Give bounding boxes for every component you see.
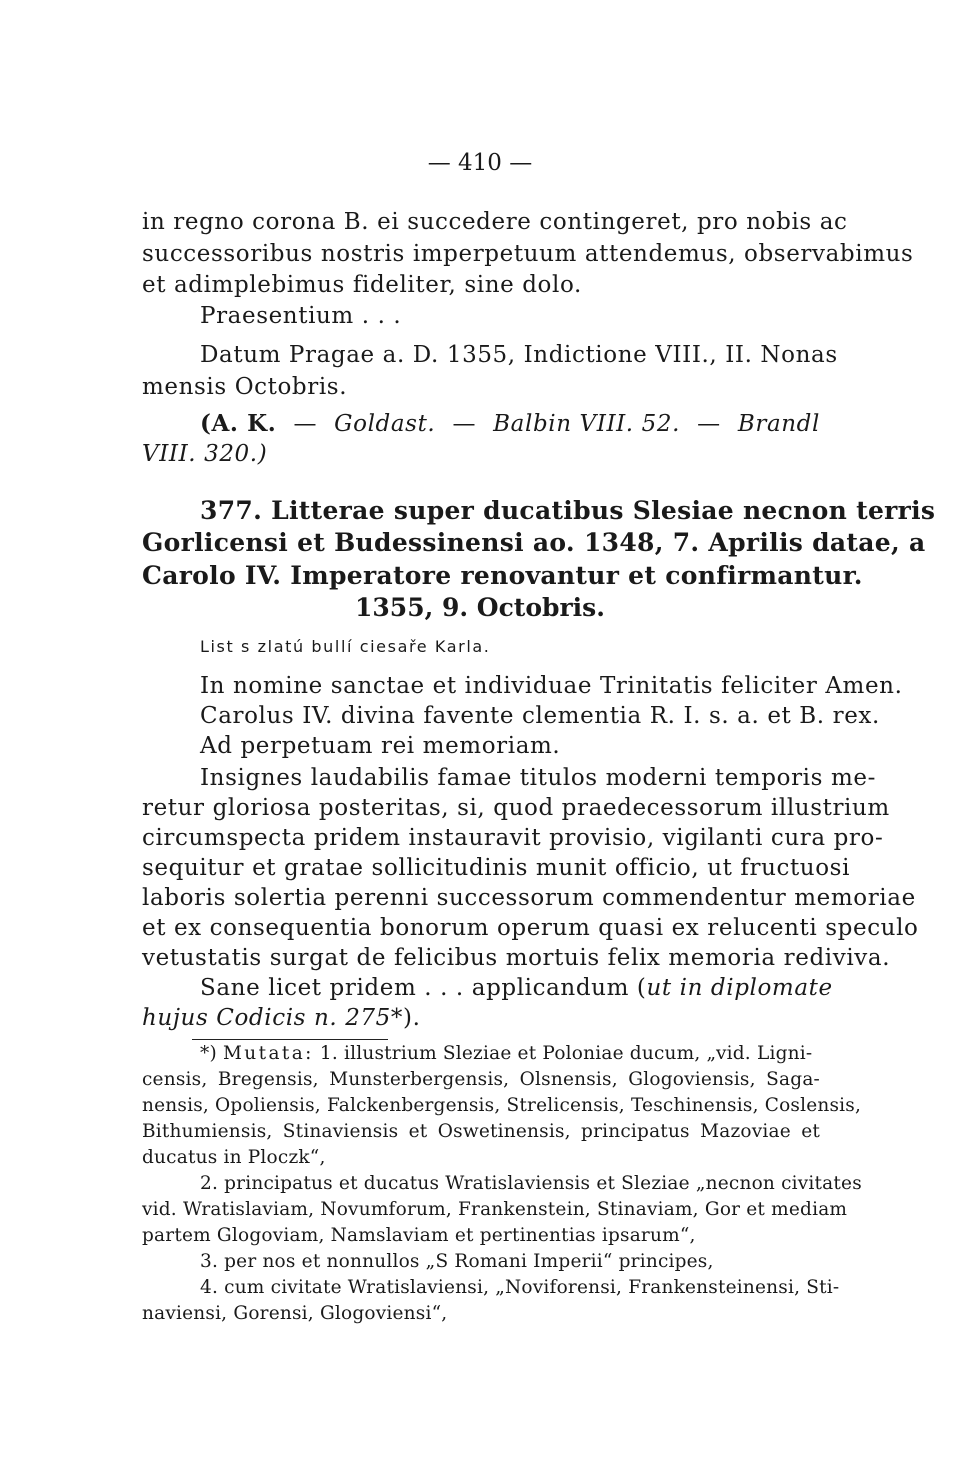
source-goldast: Goldast. (334, 411, 436, 437)
footnote-line: naviensi, Gorensi, Glogoviensi“, (142, 1303, 448, 1324)
text-line: successoribus nostris imperpetuum attendemus, observabimus (142, 241, 914, 267)
document-heading-line: 377. Litterae super ducatibus Slesiae necnon terris (200, 496, 936, 525)
text-line: Datum Pragae a. D. 1355, Indictione VIII., II. Nonas (200, 342, 838, 368)
closing-reference: ut in diplomate (646, 975, 833, 1001)
document-heading-line: Carolo IV. Imperatore renovantur et confirmantur. (142, 561, 863, 590)
text-line: et ex consequentia bonorum operum quasi ex relucenti speculo (142, 915, 919, 941)
footnote-text: 1. illustrium Sleziae et Poloniae ducum, „vid. Ligni- (319, 1043, 813, 1064)
footnote-3: 3. per nos et nonnullos „S Romani Imperii“ principes, (200, 1251, 714, 1272)
text-line: circumspecta pridem instauravit provisio, vigilanti cura pro- (142, 825, 884, 851)
footnote-line: vid. Wratislaviam, Novumforum, Frankenstein, Stinaviam, Gor et mediam (142, 1199, 848, 1220)
footnote-line: nensis, Opoliensis, Falckenbergensis, Strelicensis, Teschinensis, Coslensis, (142, 1095, 862, 1116)
text-line: mensis Octobris. (142, 374, 348, 400)
text-line: sequitur et gratae sollicitudinis munit officio, ut fructuosi (142, 855, 851, 881)
footnote-line: ducatus in Ploczk“, (142, 1147, 326, 1168)
text-line: Praesentium . . . (200, 303, 402, 329)
invocation: In nomine sanctae et individuae Trinitatis feliciter Amen. (200, 673, 903, 699)
source-ref: VIII. 320.) (142, 441, 268, 467)
intitulatio: Carolus IV. divina favente clementia R. I. s. a. et B. rex. (200, 703, 880, 729)
source-brandl: Brandl (737, 411, 820, 437)
sources-line (200, 410, 820, 438)
text-line: laboris solertia perenni successorum commendentur memoriae (142, 885, 916, 911)
footnote-marker: *) (200, 1043, 223, 1064)
closing-line-2 (142, 1004, 820, 1032)
archival-note: List s zlatú bullí ciesaře Karla. (200, 637, 491, 656)
footnote-1 (200, 1042, 820, 1066)
source-abbrev: (A. K. (200, 410, 277, 437)
source-balbin: Balbin VIII. 52. (493, 411, 681, 437)
footnote-2: 2. principatus et ducatus Wratislaviensis et Sleziae „necnon civitates (200, 1173, 862, 1194)
sources-line-2 (142, 440, 820, 468)
closing-tail: ). (403, 1005, 421, 1031)
footnote-line: censis, Bregensis, Munsterbergensis, Olsnensis, Glogoviensis, Saga- (142, 1069, 820, 1090)
footnote-line: partem Glogoviam, Namslaviam et pertinentias ipsarum“, (142, 1225, 696, 1246)
footnote-line: Bithumiensis, Stinaviensis et Oswetinensis, principatus Mazoviae et (142, 1121, 820, 1142)
closing-line (200, 974, 833, 1002)
dash: — (293, 411, 318, 437)
closing-text: Sane licet pridem . . . applicandum ( (200, 975, 647, 1001)
dash: — (697, 411, 721, 437)
text-line: in regno corona B. ei succedere contingeret, pro nobis ac (142, 209, 848, 235)
text-line: Insignes laudabilis famae titulos moderni temporis me- (200, 765, 876, 791)
document-heading-line: Gorlicensi et Budessinensi ao. 1348, 7. Aprilis datae, a (142, 528, 926, 557)
closing-reference: hujus Codicis n. 275* (142, 1005, 403, 1031)
text-line: et adimplebimus fideliter, sine dolo. (142, 272, 582, 298)
page-number: — 410 — (427, 150, 533, 176)
footnote-label: Mutata: (222, 1043, 314, 1064)
document-date: 1355, 9. Octobris. (355, 593, 605, 622)
text-line: vetustatis surgat de felicibus mortuis felix memoria rediviva. (142, 945, 891, 971)
footnote-rule (192, 1039, 388, 1040)
perpetuatio: Ad perpetuam rei memoriam. (200, 733, 561, 759)
text-line: retur gloriosa posteritas, si, quod praedecessorum illustrium (142, 795, 890, 821)
dash: — (452, 411, 477, 437)
footnote-4: 4. cum civitate Wratislaviensi, „Noviforensi, Frankensteinensi, Sti- (200, 1277, 840, 1298)
